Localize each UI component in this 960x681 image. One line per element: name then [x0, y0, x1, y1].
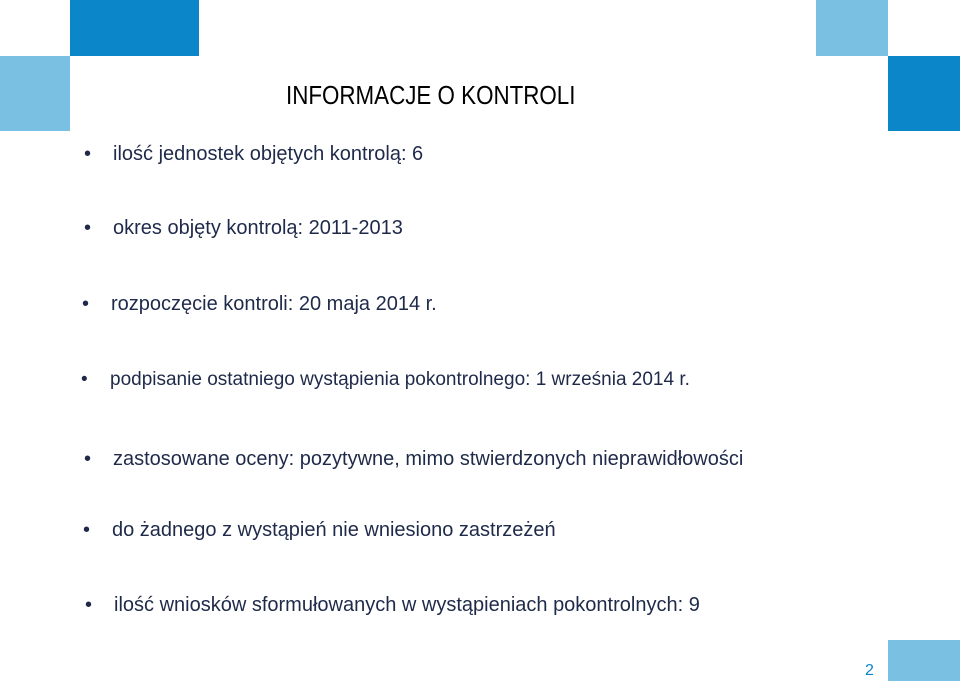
bullet-text: podpisanie ostatniego wystąpienia pokontrolnego: 1 września 2014 r. — [110, 369, 690, 390]
page-number: 2 — [865, 662, 874, 679]
bullet-dot: • — [85, 594, 93, 616]
bullet-item — [81, 369, 690, 391]
slide-title: INFORMACJE O KONTROLI — [286, 80, 576, 110]
bullet-dot: • — [84, 217, 92, 239]
bullet-dot: • — [84, 448, 92, 470]
decor-square-top-right-dark — [888, 56, 960, 131]
bullet-text: do żadnego z wystąpień nie wniesiono zastrzeżeń — [112, 519, 556, 541]
bullet-item — [83, 519, 556, 542]
bullet-dot: • — [82, 293, 90, 315]
bullet-item — [84, 143, 424, 166]
decor-square-bottom-right — [888, 640, 960, 681]
bullet-item — [82, 293, 437, 316]
bullet-text: ilość wniosków sformułowanych w wystąpieniach pokontrolnych: 9 — [114, 594, 700, 616]
bullet-text: okres objęty kontrolą: 2011-2013 — [113, 217, 403, 239]
bullet-text: zastosowane oceny: pozytywne, mimo stwierdzonych nieprawidłowości — [113, 448, 744, 470]
bullet-text: ilość jednostek objętych kontrolą: 6 — [113, 143, 424, 165]
bullet-item — [84, 448, 744, 471]
bullet-text: rozpoczęcie kontroli: 20 maja 2014 r. — [111, 293, 437, 315]
bullet-dot: • — [84, 143, 92, 165]
bullet-item — [84, 217, 403, 240]
bullet-item — [85, 594, 700, 617]
decor-square-top-left-dark — [70, 0, 199, 56]
decor-square-top-right-light — [816, 0, 888, 56]
bullet-dot: • — [81, 369, 88, 390]
bullet-dot: • — [83, 519, 91, 541]
decor-square-top-left-light — [0, 56, 70, 131]
